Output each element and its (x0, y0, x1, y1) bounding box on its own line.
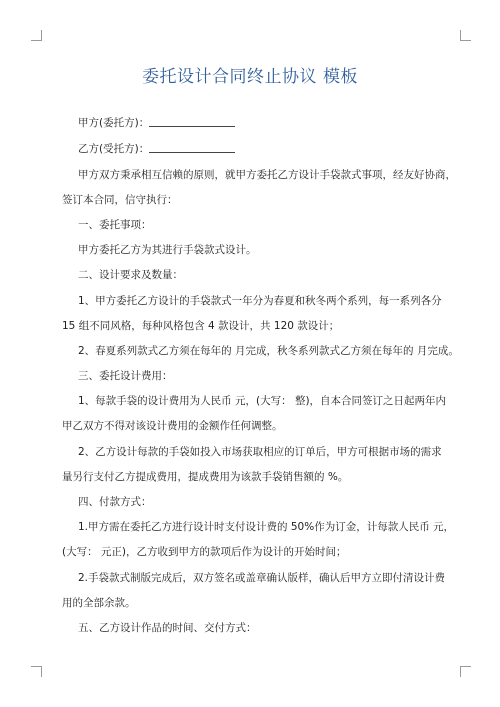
party-b-label: 乙方(受托方)： (78, 143, 150, 155)
party-a-line (78, 116, 463, 130)
paragraph-line: 甲乙双方不得对该设计费用的金额作任何调整。 (62, 420, 283, 432)
paragraph-line: 甲方委托乙方为其进行手袋款式设计。 (78, 244, 257, 256)
paragraph-line: 15 组不同风格，每种风格包含 4 款设计，共 120 款设计； (62, 320, 340, 332)
paragraph-line: (大写： 元正)，乙方收到甲方的款项后作为设计的开始时间； (62, 546, 347, 558)
party-b-blank (149, 142, 235, 153)
party-a-label: 甲方(委托方)： (78, 117, 150, 129)
paragraph-line: 2、春夏系列款式乙方须在每年的 月完成，秋冬系列款式乙方须在每年的 月完成。 (78, 345, 459, 357)
section-heading: 五、乙方设计作品的时间、交付方式： (78, 622, 257, 634)
paragraph-line: 甲方双方秉承相互信赖的原则，就甲方委托乙方设计手袋款式事项，经友好协商， (78, 169, 456, 181)
crop-mark-top-right (460, 30, 471, 41)
section-heading: 三、委托设计费用： (78, 370, 173, 382)
document-title: 委托设计合同终止协议 模板 (142, 67, 358, 87)
paragraph-line: 1.甲方需在委托乙方进行设计时支付设计费的 50%作为订金，计每款人民币 元， (78, 521, 455, 533)
party-b-line (78, 142, 463, 156)
paragraph-line: 2、乙方设计每款的手袋如投入市场获取相应的订单后，甲方可根据市场的需求 (78, 446, 442, 458)
paragraph-line: 1、每款手袋的设计费用为人民币 元，(大写： 整)，自本合同签订之日起两年内 (78, 395, 447, 407)
paragraph-line: 用的全部余款。 (62, 597, 136, 609)
party-a-blank (149, 116, 235, 127)
paragraph-line: 量另行支付乙方提成费用，提成费用为该款手袋销售额的 %。 (62, 471, 349, 483)
crop-mark-top-left (31, 30, 42, 41)
section-heading: 二、设计要求及数量： (78, 269, 183, 281)
crop-mark-bottom-left (31, 666, 42, 677)
paragraph-line: 1、甲方委托乙方设计的手袋款式一年分为春夏和秋冬两个系列，每一系列各分 (78, 295, 442, 307)
paragraph-line: 2.手袋款式制版完成后，双方签名或盖章确认版样，确认后甲方立即付清设计费 (78, 572, 446, 584)
paragraph-line: 签订本合同，信守执行： (62, 194, 178, 206)
crop-mark-bottom-right (460, 666, 471, 677)
section-heading: 一、委托事项： (78, 219, 152, 231)
section-heading: 四、付款方式： (78, 496, 152, 508)
